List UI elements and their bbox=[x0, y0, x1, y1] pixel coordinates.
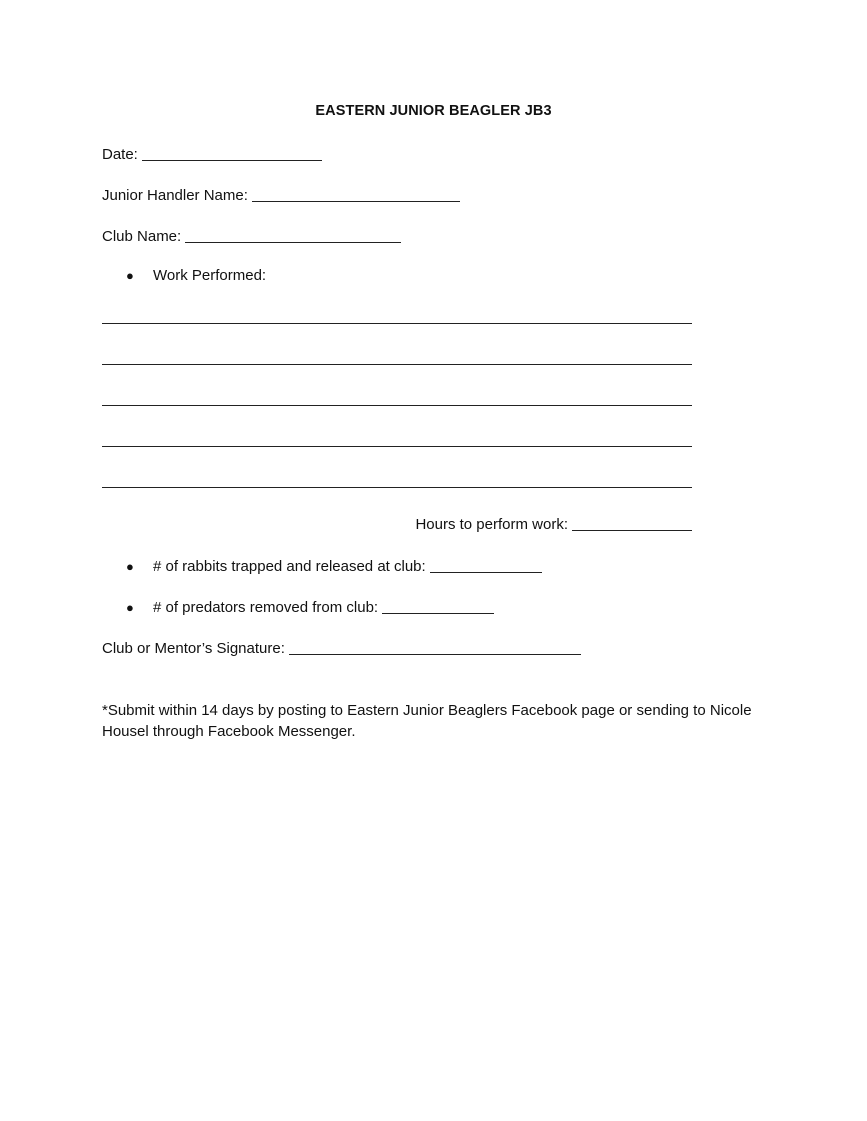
signature-field[interactable] bbox=[289, 640, 581, 655]
junior-handler-label: Junior Handler Name: bbox=[102, 187, 248, 204]
bullet-icon: ● bbox=[126, 559, 134, 574]
rabbits-field[interactable] bbox=[430, 558, 542, 573]
predators-row bbox=[126, 597, 494, 616]
work-performed-line-2[interactable] bbox=[102, 364, 692, 365]
predators-label: # of predators removed from club: bbox=[153, 599, 379, 616]
date-field[interactable] bbox=[142, 146, 322, 161]
work-performed-line-5[interactable] bbox=[102, 487, 692, 488]
junior-handler-row bbox=[102, 185, 460, 204]
work-performed-label: Work Performed: bbox=[153, 267, 267, 284]
hours-field[interactable] bbox=[572, 516, 692, 531]
submit-note: *Submit within 14 days by posting to Eastern Junior Beaglers Facebook page or sending to Nicole Housel through Facebook Messenger. bbox=[102, 702, 752, 740]
work-performed-line-1[interactable] bbox=[102, 323, 692, 324]
club-name-field[interactable] bbox=[185, 228, 401, 243]
rabbits-row bbox=[126, 556, 542, 575]
form-title: EASTERN JUNIOR BEAGLER JB3 bbox=[315, 103, 552, 119]
club-name-row bbox=[102, 226, 401, 245]
bullet-icon: ● bbox=[126, 600, 134, 615]
hours-label: Hours to perform work: bbox=[415, 516, 568, 533]
club-name-label: Club Name: bbox=[102, 228, 182, 245]
rabbits-label: # of rabbits trapped and released at club: bbox=[153, 558, 426, 575]
date-row bbox=[102, 144, 322, 163]
bullet-icon: ● bbox=[126, 268, 134, 283]
predators-field[interactable] bbox=[382, 599, 494, 614]
date-label: Date: bbox=[102, 146, 138, 163]
signature-row bbox=[102, 638, 581, 657]
junior-handler-field[interactable] bbox=[252, 187, 460, 202]
work-performed-line-4[interactable] bbox=[102, 446, 692, 447]
work-performed-row bbox=[126, 267, 266, 284]
signature-label: Club or Mentor’s Signature: bbox=[102, 640, 285, 657]
hours-row bbox=[415, 514, 692, 533]
work-performed-line-3[interactable] bbox=[102, 405, 692, 406]
